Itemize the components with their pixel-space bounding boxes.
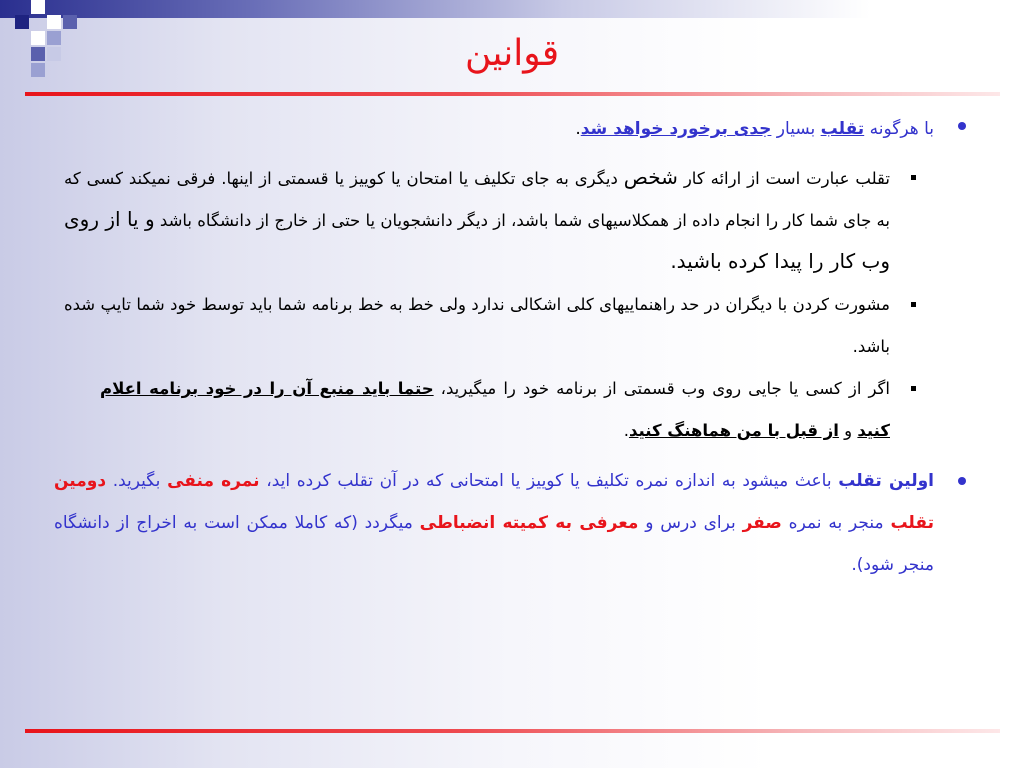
footer-divider [25, 729, 1000, 733]
text: اگر از کسی یا جایی روی وب قسمتی از برنامه خود را میگیرید، [433, 379, 891, 398]
title-divider [25, 92, 1000, 96]
corner-square-decoration [47, 15, 61, 29]
sub-rule-definition [64, 157, 890, 283]
sub-rule-citation [100, 368, 890, 452]
text: میگردد (که کاملا ممکن است به اخراج از دانشگاه منجر شود). [54, 513, 934, 575]
highlight-coordinate: از قبل با من هماهنگ کنید [628, 421, 839, 440]
main-bullet-dot [958, 122, 966, 130]
highlight-first-cheat: اولین تقلب [838, 471, 934, 491]
sub-bullet-square [911, 175, 916, 180]
slide-title: قوانین [464, 33, 560, 74]
corner-square-decoration [63, 15, 77, 29]
sub-bullet-square [911, 302, 916, 307]
text: . [623, 421, 629, 440]
text: منجر به نمره [781, 513, 891, 533]
text: باعث میشود به اندازه نمره تکلیف یا کوییز یا امتحانی که در آن تقلب کرده اید، [259, 471, 839, 491]
rule-paragraph-penalties [54, 460, 934, 586]
text: شخص [623, 165, 678, 189]
highlight-serious: جدی برخورد خواهد شد [580, 119, 772, 139]
text: دیگری به جای تکلیف یا امتحان یا کوییز یا قسمتی از اینها. فرقی نمیکند کسی که به جای شما کار را انجام داده از همکلاسیهای شما باشد، از دیگر دانشجویان یا حتی از خارج از دانشگاه باشد [64, 169, 890, 230]
rule-paragraph-1 [74, 114, 934, 144]
text: با هرگونه [864, 119, 934, 139]
text: و [838, 421, 858, 440]
text: . [575, 119, 581, 139]
text: بگیرید. [106, 471, 168, 491]
text: تقلب عبارت است از ارائه کار [677, 169, 890, 188]
text: مشورت کردن با دیگران در حد راهنماییهای کلی اشکالی ندارد ولی خط به خط برنامه شما باید توسط خود شما تایپ شده باشد. [64, 295, 890, 356]
top-gradient-band [0, 0, 1024, 18]
highlight-disciplinary-committee: معرفی به کمیته انضباطی [419, 513, 639, 533]
highlight-zero: صفر [742, 513, 782, 533]
highlight-cite-source: حتما باید منبع آن را در خود برنامه اعلام کنید [100, 379, 890, 440]
text: برای درس و [638, 513, 743, 533]
highlight-cheating: تقلب [820, 119, 865, 139]
sub-bullet-square [911, 386, 916, 391]
corner-square-decoration [31, 0, 45, 14]
main-bullet-dot [958, 477, 966, 485]
sub-rule-consultation [64, 284, 890, 368]
text: و یا از روی وب کار را پیدا کرده باشید. [64, 207, 890, 273]
highlight-negative-grade: نمره منفی [167, 471, 260, 491]
corner-square-decoration [15, 15, 29, 29]
text: بسیار [771, 119, 821, 139]
highlight-second-cheat: دومین تقلب [54, 471, 934, 533]
